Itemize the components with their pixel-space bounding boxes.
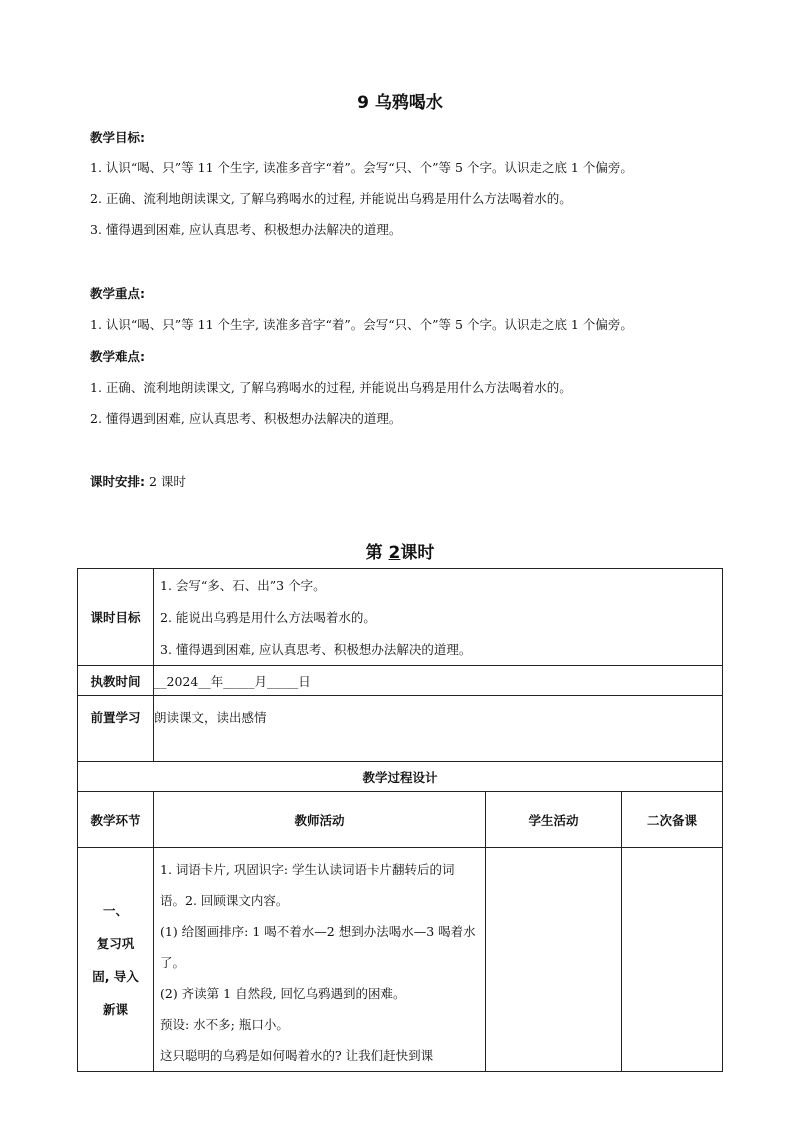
lesson-prefix: 第 <box>365 543 389 563</box>
difficulty-item: 1. 正确、流利地朗读课文, 了解乌鸦喝水的过程, 并能说出乌鸦是用什么方法喝着水的。 <box>90 380 572 395</box>
difficulty-item: 2. 懂得遇到困难, 应认真思考、积极想办法解决的道理。 <box>90 411 402 426</box>
teacher-step: (2) 齐读第 1 自然段, 回忆乌鸦遇到的困难。 <box>160 986 406 1001</box>
goal-item: 2. 能说出乌鸦是用什么方法喝着水的。 <box>160 610 376 625</box>
key-points-heading: 教学重点: <box>90 286 145 301</box>
stage-line: 新课 <box>102 1001 128 1017</box>
teacher-step: (1) 给图画排序: 1 喝不着水—2 想到办法喝水—3 喝着水了。 <box>160 924 476 970</box>
prestudy-value: 朗读课文，读出感情 <box>154 696 723 762</box>
col-header-teacher: 教师活动 <box>154 792 486 848</box>
stage-line: 一、 <box>102 902 128 918</box>
difficulties-heading: 教学难点: <box>90 349 145 364</box>
goal-label: 课时目标 <box>78 569 154 666</box>
time-row <box>78 666 723 696</box>
prestudy-label: 前置学习 <box>78 696 154 762</box>
lesson-suffix: 课时 <box>400 543 435 563</box>
lesson-plan-table <box>77 568 723 1072</box>
time-value: __2024__年_____月_____日 <box>154 666 723 696</box>
process-title-row <box>78 762 723 792</box>
teacher-step: 这只聪明的乌鸦是如何喝着水的? 让我们赶快到课 <box>160 1048 434 1063</box>
col-header-student: 学生活动 <box>486 792 622 848</box>
teacher-step: 预设: 水不多; 瓶口小。 <box>160 1017 289 1032</box>
col-header-second-prep: 二次备课 <box>622 792 723 848</box>
document-title: 9 乌鸦喝水 <box>357 93 443 113</box>
schedule-value: 2 课时 <box>148 474 186 489</box>
column-header-row <box>78 792 723 848</box>
objective-item: 2. 正确、流利地朗读课文, 了解乌鸦喝水的过程, 并能说出乌鸦是用什么方法喝着水的。 <box>90 191 572 206</box>
key-point-item: 1. 认识“喝、只”等 11 个生字, 读准多音字“着”。会写“只、个”等 5 个字。认识走之底 1 个偏旁。 <box>90 317 633 332</box>
stage-line: 固, 导入 <box>92 968 139 984</box>
prestudy-row <box>78 696 723 762</box>
second-prep <box>622 848 723 1072</box>
lesson-number: 2 <box>388 543 401 563</box>
lesson-title <box>0 538 800 563</box>
stage-name <box>78 848 154 1072</box>
schedule <box>90 472 186 490</box>
objectives-heading: 教学目标: <box>90 130 145 145</box>
process-title: 教学过程设计 <box>78 762 723 792</box>
objective-item: 3. 懂得遇到困难, 应认真思考、积极想办法解决的道理。 <box>90 222 402 237</box>
goal-item: 3. 懂得遇到困难, 应认真思考、积极想办法解决的道理。 <box>160 642 472 657</box>
schedule-label: 课时安排: <box>90 474 145 489</box>
student-activity <box>486 848 622 1072</box>
objective-item: 1. 认识“喝、只”等 11 个生字, 读准多音字“着”。会写“只、个”等 5 个字。认识走之底 1 个偏旁。 <box>90 160 633 175</box>
col-header-stage: 教学环节 <box>78 792 154 848</box>
goal-item: 1. 会写“多、石、出”3 个字。 <box>160 578 326 593</box>
time-label: 执教时间 <box>78 666 154 696</box>
stage-row <box>78 848 723 1072</box>
goal-cell <box>154 569 723 666</box>
stage-line: 复习巩 <box>96 935 135 951</box>
teacher-activity <box>154 848 486 1072</box>
teacher-step: 1. 词语卡片, 巩固识字: 学生认读词语卡片翻转后的词语。2. 回顾课文内容。 <box>160 862 455 908</box>
goal-row <box>78 569 723 666</box>
